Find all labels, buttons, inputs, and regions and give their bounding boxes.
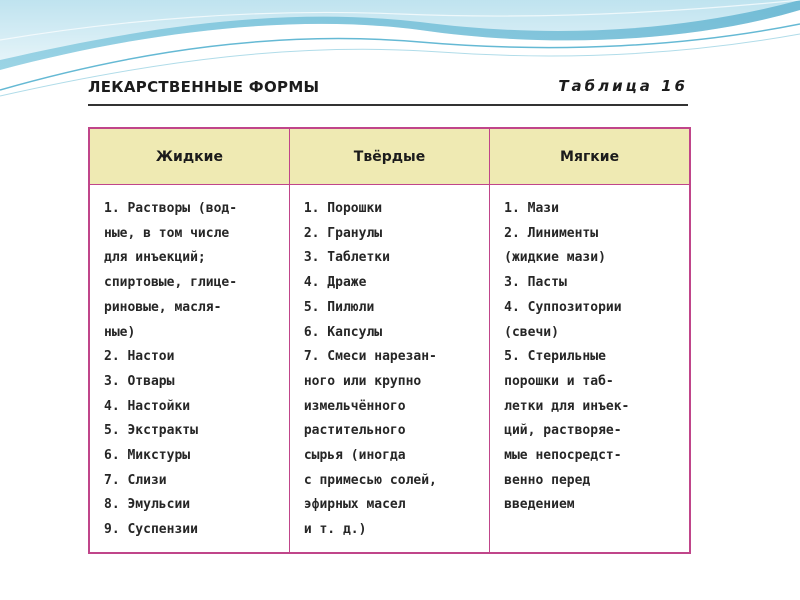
list-item: 3. Пасты xyxy=(504,275,567,291)
list-item: летки для инъек- xyxy=(504,398,630,414)
list-item: 5. Стерильные xyxy=(504,349,606,365)
list-item: 7. Смеси нарезан- xyxy=(303,349,437,365)
dosage-forms-table xyxy=(88,127,691,554)
table-header-row xyxy=(89,128,690,185)
list-item: ций, растворяе- xyxy=(504,423,622,439)
soft-forms-cell xyxy=(490,185,690,554)
list-item: 4. Настойки xyxy=(104,398,191,414)
list-item: мые непосредст- xyxy=(504,448,622,464)
column-header-soft: Мягкие xyxy=(490,128,690,185)
list-item: риновые, масля- xyxy=(104,299,222,315)
list-item: спиртовые, глице- xyxy=(104,275,238,291)
document-title: ЛЕКАРСТВЕННЫЕ ФОРМЫ xyxy=(88,78,320,96)
list-item: ные) xyxy=(104,324,136,340)
list-item: 7. Слизи xyxy=(104,472,167,488)
list-item: ные, в том числе xyxy=(104,225,230,241)
list-item: порошки и таб- xyxy=(504,373,614,389)
list-item: 3. Отвары xyxy=(104,373,175,389)
liquid-forms-list xyxy=(104,197,283,543)
header-divider xyxy=(88,104,688,106)
list-item: 5. Пилюли xyxy=(303,299,375,315)
list-item: с примесью солей, xyxy=(303,472,437,488)
list-item: 6. Микстуры xyxy=(104,448,191,464)
list-item: введением xyxy=(504,497,575,513)
list-item: 1. Порошки xyxy=(303,201,383,216)
solid-forms-cell xyxy=(289,185,489,554)
table-body-row xyxy=(89,185,690,554)
list-item: венно перед xyxy=(504,472,591,488)
soft-forms-list xyxy=(504,197,683,518)
table-number-label: Таблица 16 xyxy=(558,77,688,95)
list-item: растительного xyxy=(303,423,406,439)
list-item: 2. Гранулы xyxy=(303,225,383,241)
list-item: 4. Драже xyxy=(303,275,367,291)
list-item: для инъекций; xyxy=(104,250,206,266)
liquid-forms-cell xyxy=(89,185,289,554)
solid-forms-list xyxy=(304,197,483,543)
list-item: 1. Мази xyxy=(504,201,559,216)
list-item: 2. Линименты xyxy=(504,225,599,241)
list-item: 5. Экстракты xyxy=(104,423,198,439)
list-item: 1. Растворы (вод- xyxy=(104,201,238,216)
list-item: 4. Суппозитории xyxy=(504,299,622,315)
list-item: 8. Эмульсии xyxy=(104,497,191,513)
list-item: и т. д.) xyxy=(303,522,367,538)
list-item: 3. Таблетки xyxy=(303,250,390,266)
list-item: (свечи) xyxy=(504,324,559,340)
list-item: 9. Суспензии xyxy=(104,522,198,538)
list-item: эфирных масел xyxy=(303,497,406,513)
list-item: ного или крупно xyxy=(303,373,422,389)
column-header-liquid: Жидкие xyxy=(89,128,289,185)
column-header-solid: Твёрдые xyxy=(289,128,489,185)
list-item: сырья (иногда xyxy=(303,448,406,464)
list-item: 6. Капсулы xyxy=(303,324,383,340)
list-item: 2. Настои xyxy=(104,349,175,365)
list-item: измельчённого xyxy=(303,398,406,414)
list-item: (жидкие мази) xyxy=(504,250,606,266)
